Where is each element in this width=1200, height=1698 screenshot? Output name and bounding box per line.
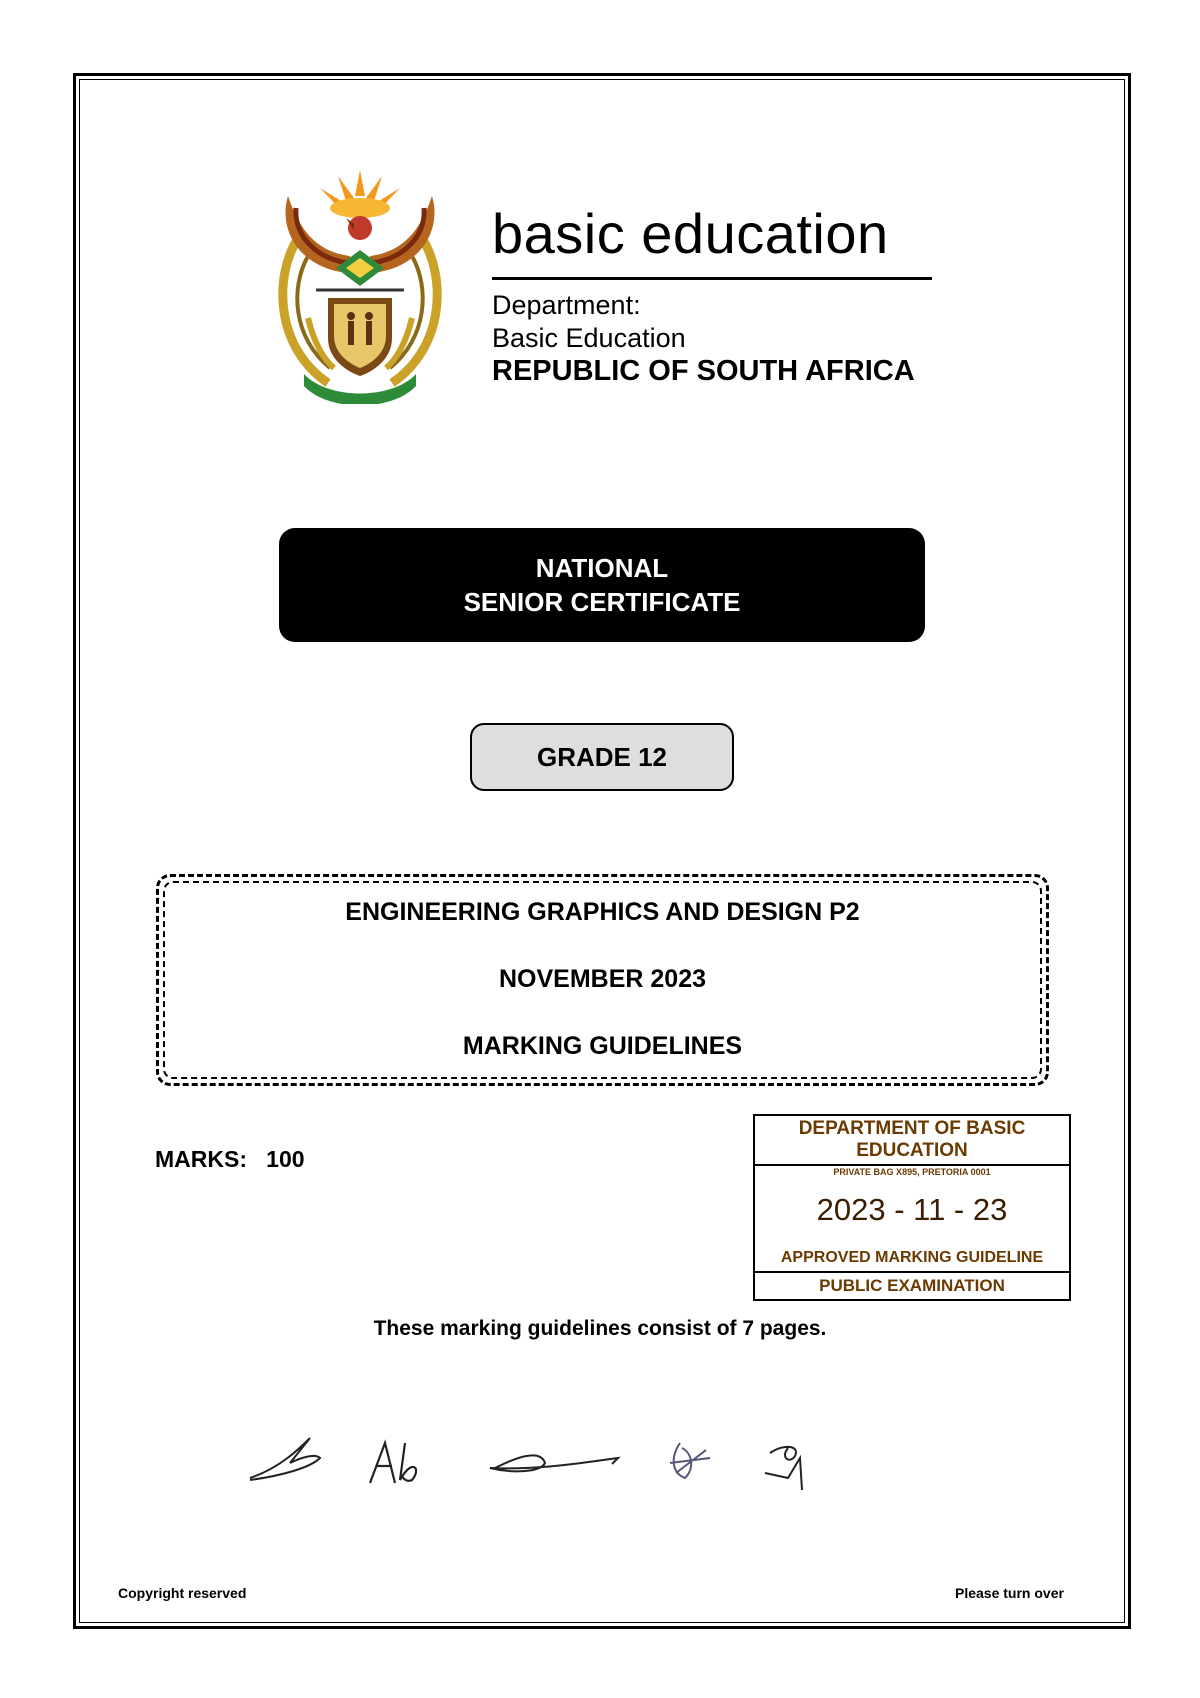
document-type: MARKING GUIDELINES [462,1032,743,1060]
signature [670,1443,710,1478]
stamp-divider [755,1164,1069,1166]
certificate-banner [279,528,925,642]
subject-title: ENGINEERING GRAPHICS AND DESIGN P2 [345,898,860,926]
marks-line [155,1146,305,1173]
stamp-address: PRIVATE BAG X895, PRETORIA 0001 [833,1167,991,1177]
country-name: REPUBLIC OF SOUTH AFRICA [492,355,915,387]
department-label: Department: [492,290,641,320]
exam-session: NOVEMBER 2023 [498,965,707,993]
page-count-note: These marking guidelines consist of 7 pages. [373,1317,827,1340]
stamp-header-line-2: EDUCATION [856,1140,968,1161]
certificate-line-2: SENIOR CERTIFICATE [463,587,741,617]
stamp-date: 2023 - 11 - 23 [816,1192,1008,1227]
marks-label: MARKS: [155,1146,247,1172]
department-name: Basic Education [492,323,686,353]
stamp-header-line-1: DEPARTMENT OF BASIC [798,1118,1026,1139]
signature [370,1443,416,1483]
marks-value: 100 [266,1146,305,1172]
stamp-header [755,1116,1069,1162]
signature [490,1455,618,1471]
footer-turn-over: Please turn over [955,1585,1064,1601]
stamp-approved: APPROVED MARKING GUIDELINE [780,1249,1044,1266]
signatures-row [240,1418,840,1508]
brand-underline [492,277,932,280]
signature [250,1438,320,1480]
coat-of-arms-logo [268,168,452,404]
brand-title: basic education [492,202,889,265]
footer-copyright: Copyright reserved [118,1585,247,1601]
stamp-divider [755,1271,1069,1273]
stamp-public: PUBLIC EXAMINATION [819,1276,1005,1295]
certificate-line-1: NATIONAL [535,553,669,583]
grade-label: GRADE 12 [470,723,734,791]
signature [765,1447,802,1490]
approval-stamp [753,1114,1071,1301]
